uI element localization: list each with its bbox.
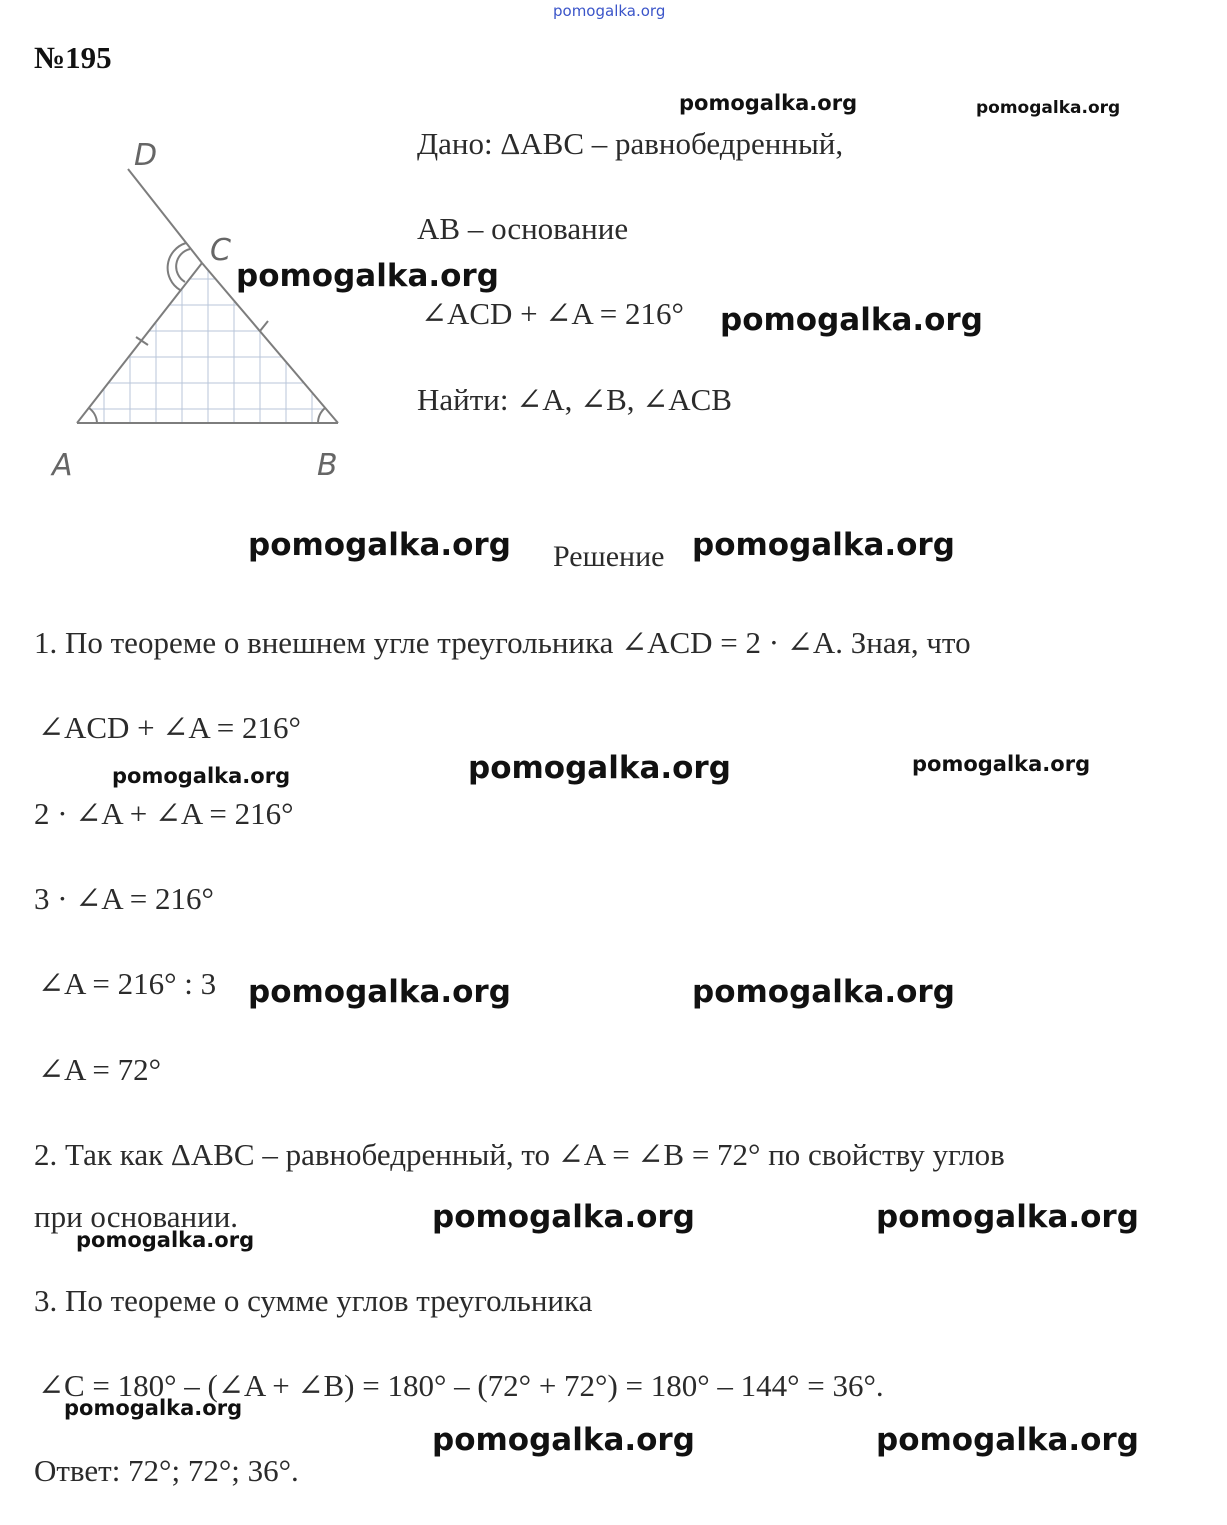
angle-mark-b	[318, 408, 325, 423]
watermark-9: pomogalka.org	[912, 752, 1091, 776]
watermark-4: pomogalka.org	[720, 302, 983, 338]
angle-mark-acd-2	[176, 249, 190, 282]
grid-pattern	[40, 225, 370, 425]
watermark-2: pomogalka.org	[976, 98, 1121, 118]
triangle-figure	[40, 125, 370, 495]
watermark-6: pomogalka.org	[692, 527, 955, 563]
tick-cb	[260, 321, 268, 331]
ray-cd	[128, 169, 202, 263]
step-1-eq5: ∠A = 72°	[38, 1052, 162, 1087]
label-c: C	[210, 233, 231, 268]
given-line1: Дано: ΔABC – равнобедренный,	[417, 126, 844, 161]
step-1-text: 1. По теореме о внешнем угле треугольника ∠ACD = 2 · ∠A. Зная, что	[34, 625, 971, 660]
watermark-7: pomogalka.org	[112, 764, 291, 788]
watermark-3: pomogalka.org	[236, 258, 499, 294]
watermark-13: pomogalka.org	[876, 1199, 1139, 1235]
step-2-cont: при основании.	[34, 1199, 239, 1234]
find-line: Найти: ∠A, ∠B, ∠ACB	[417, 382, 732, 417]
watermark-14: pomogalka.org	[76, 1228, 255, 1252]
solution-heading: Решение	[553, 540, 665, 573]
watermark-1: pomogalka.org	[679, 91, 858, 115]
label-d: D	[134, 138, 158, 173]
watermark-8: pomogalka.org	[468, 750, 731, 786]
watermark-top: pomogalka.org	[553, 2, 666, 20]
angle-mark-a	[89, 408, 97, 423]
answer: Ответ: 72°; 72°; 36°.	[34, 1453, 299, 1488]
side-ac	[77, 263, 202, 423]
step-1-eq4: ∠A = 216° : 3	[38, 966, 217, 1001]
step-1-eq1: ∠ACD + ∠A = 216°	[38, 710, 301, 745]
step-1-eq3: 3 · ∠A = 216°	[34, 881, 214, 916]
watermark-10: pomogalka.org	[248, 974, 511, 1010]
label-a: A	[52, 448, 73, 483]
watermark-5: pomogalka.org	[248, 527, 511, 563]
step-2-text: 2. Так как ΔABC – равнобедренный, то ∠A = ∠B = 72° по свойству углов	[34, 1137, 1005, 1172]
step-3-eq: ∠C = 180° – (∠A + ∠B) = 180° – (72° + 72°) = 180° – 144° = 36°.	[38, 1368, 884, 1403]
watermark-11: pomogalka.org	[692, 974, 955, 1010]
step-1-eq2: 2 · ∠A + ∠A = 216°	[34, 796, 294, 831]
watermark-17: pomogalka.org	[876, 1422, 1139, 1458]
label-b: B	[317, 448, 338, 483]
given-line3: ∠ACD + ∠A = 216°	[421, 296, 684, 331]
given-line2: AB – основание	[417, 211, 629, 246]
step-3-text: 3. По теореме о сумме углов треугольника	[34, 1283, 593, 1318]
watermark-16: pomogalka.org	[432, 1422, 695, 1458]
problem-number: №195	[34, 40, 112, 75]
watermark-12: pomogalka.org	[432, 1199, 695, 1235]
watermark-15: pomogalka.org	[64, 1396, 243, 1420]
